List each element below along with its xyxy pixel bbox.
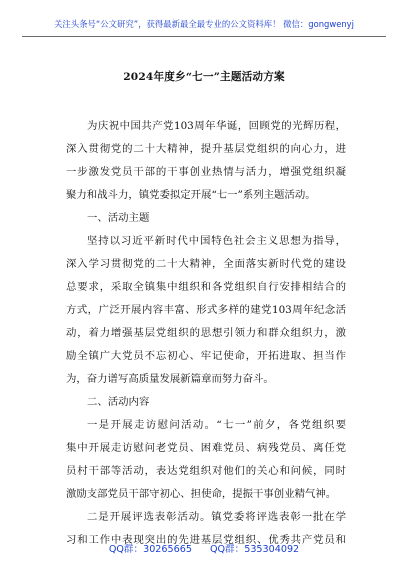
header-notice: 关注头条号“公文研究”，获得最新最全最专业的公文资料库！ 微信：gongwenyj — [54, 19, 354, 29]
footer-contact — [0, 541, 408, 555]
paragraph-line: 励全镇广大党员不忘初心、牢记使命，开拓进取、担当作 — [66, 350, 346, 362]
paragraph-line: 为庆祝中国共产党103周年华诞，回顾党的光辉历程， — [87, 120, 346, 132]
header-divider — [22, 36, 386, 37]
document-body — [66, 115, 346, 552]
paragraph-line: 动，着力增强基层党组织的思想引领力和群众组织力，激 — [66, 327, 346, 339]
paragraph-line: 一步激发党员干部的干事创业热情与活力，增强党组织凝 — [66, 166, 346, 178]
footer-qq-group-1: QQ群：30265665 — [108, 544, 192, 555]
paragraph-line: 聚力和战斗力，镇党委拟定开展“七一”系列主题活动。 — [66, 189, 316, 201]
footer-qq-group-2: QQ群：535304092 — [209, 544, 300, 555]
section-heading: 一、活动主题 — [87, 212, 150, 224]
paragraph-line: 深入学习贯彻党的二十大精神，全面落实新时代党的建设 — [66, 258, 346, 270]
paragraph-line: 方式，广泛开展内容丰富、形式多样的建党103周年纪念活 — [66, 304, 346, 316]
paragraph-line: 总要求，采取全镇集中组织和各党组织自行安排相结合的 — [66, 281, 346, 293]
paragraph-line: 激励支部党员干部守初心、担使命，提振干事创业精气神。 — [66, 488, 337, 500]
document-title: 2024年度乡“七一”主题活动方案 — [123, 71, 285, 83]
paragraph-line: 集中开展走访慰问老党员、困难党员、病残党员、离任党 — [66, 442, 346, 454]
paragraph-line: 二是开展评选表彰活动。镇党委将评选表彰一批在学 — [87, 511, 346, 523]
paragraph-line: 为，奋力谱写高质量发展新篇章而努力奋斗。 — [66, 373, 274, 385]
paragraph-line: 深入贯彻党的二十大精神，提升基层党组织的向心力，进 — [66, 143, 346, 155]
paragraph-line: 员村干部等活动，表达党组织对他们的关心和问候，同时 — [66, 465, 346, 477]
section-heading: 二、活动内容 — [87, 396, 150, 408]
paragraph-line: 一是开展走访慰问活动。“七一”前夕，各党组织要 — [87, 419, 346, 431]
paragraph-line: 坚持以习近平新时代中国特色社会主义思想为指导， — [87, 235, 346, 247]
paragraph-line: 习和工作中表现突出的先进基层党组织、优秀共产党员和 — [66, 534, 346, 546]
